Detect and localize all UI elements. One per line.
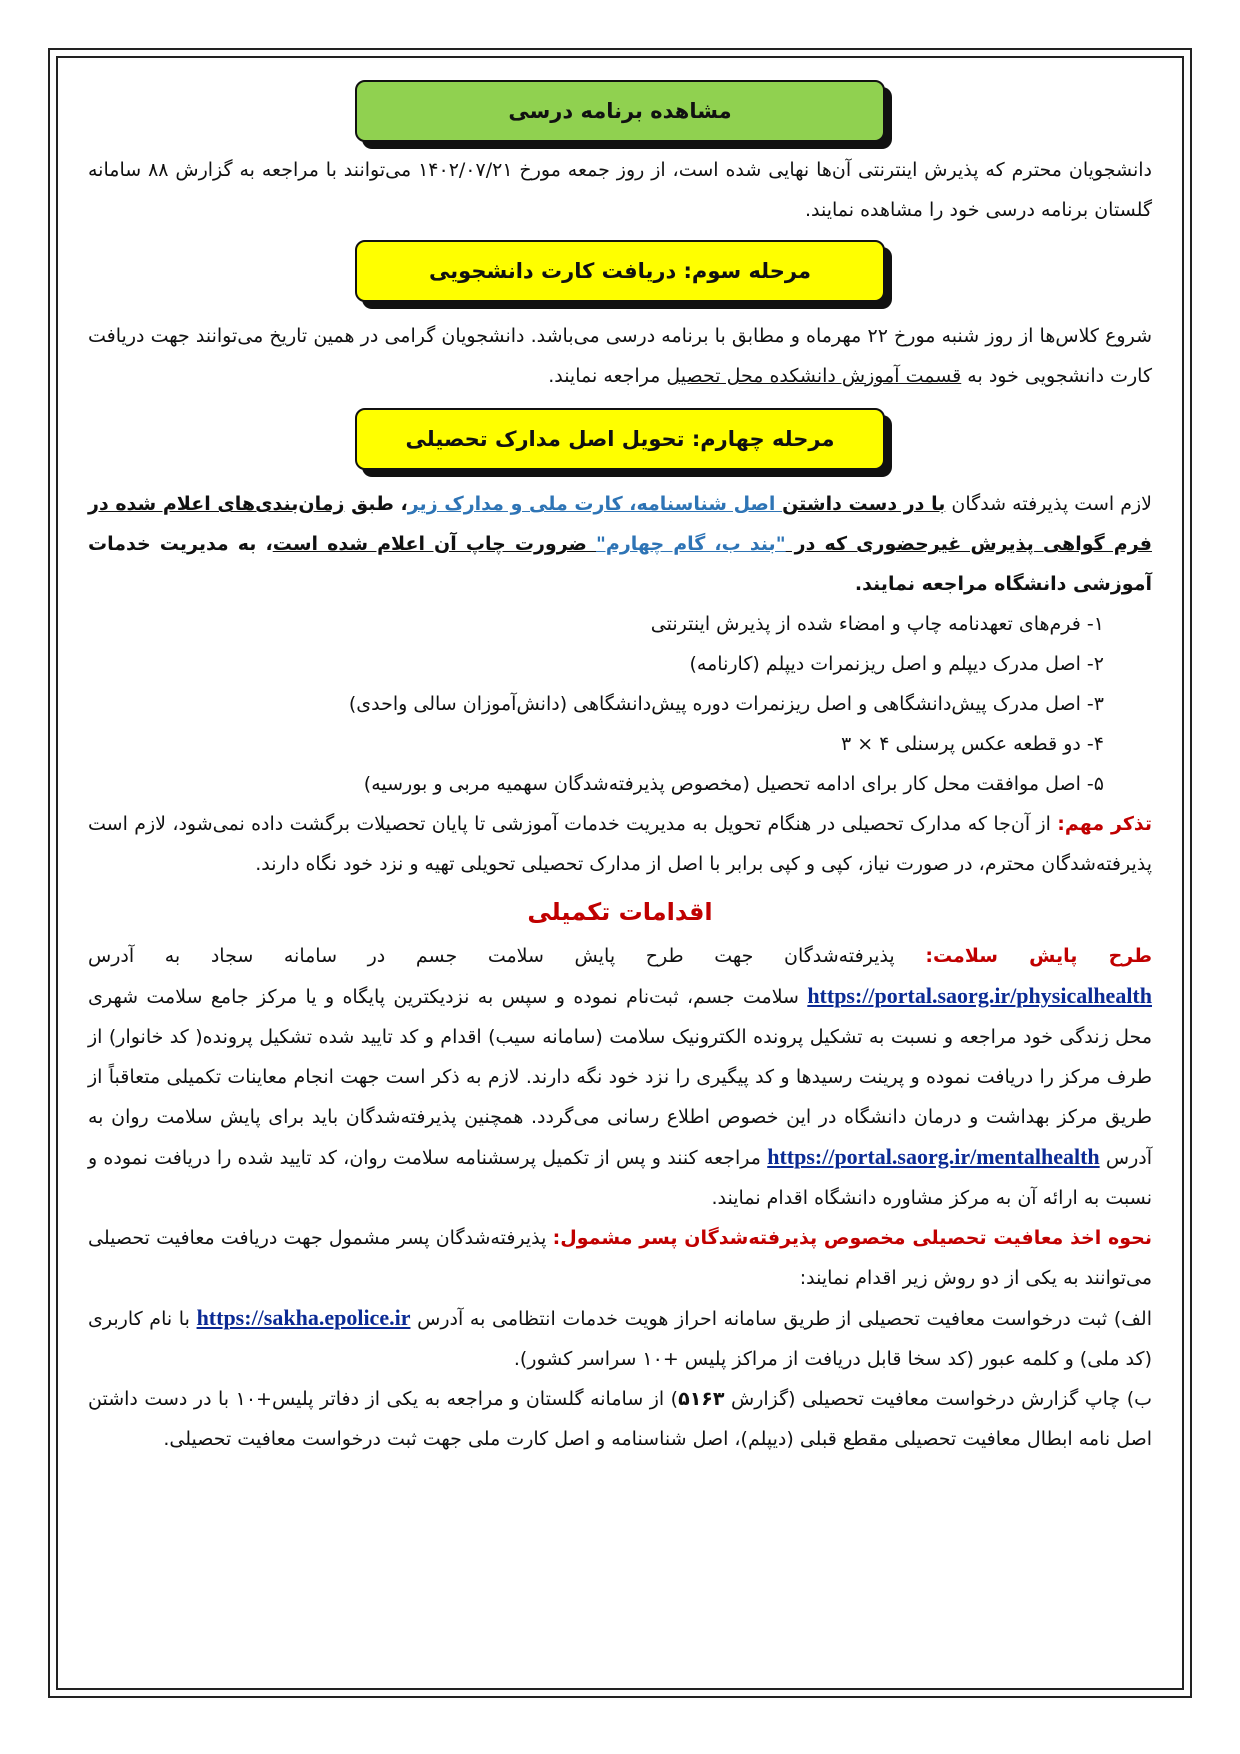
section-header-submit-documents: مرحله چهارم: تحویل اصل مدارک تحصیلی <box>355 408 885 470</box>
military-exemption-label: نحوه اخذ معافیت تحصیلی مخصوص پذیرفته‌شدگان پسر مشمول: <box>552 1227 1152 1249</box>
important-note-label: تذکر مهم: <box>1057 813 1153 835</box>
list-item: ۲- اصل مدرک دیپلم و اصل ریزنمرات دیپلم (کارنامه) <box>689 653 1104 675</box>
paragraph-exemption-method-a: الف) ثبت درخواست معافیت تحصیلی از طریق سامانه احراز هویت خدمات انتظامی به آدرس https://sakha.epolice.ir با نام کاربری (کد ملی) و کلمه عبور (کد سخا قابل دریافت از مراکز پلیس +۱۰ سراسر کشور). <box>88 1305 1152 1370</box>
paragraph-exemption-method-b: ب) چاپ گزارش درخواست معافیت تحصیلی (گزارش ۵۱۶۳) از سامانه گلستان و مراجعه به یکی از دفاتر پلیس+۱۰ با در دست داشتن اصل نامه ابطال معافیت تحصیلی مقطع قبلی (دیپلم)، اصل شناسنامه و اصل کارت ملی جهت ثبت درخواست معافیت تحصیلی. <box>88 1388 1153 1450</box>
important-note: تذکر مهم: از آن‌جا که مدارک تحصیلی در هنگام تحویل به مدیریت خدمات آموزشی تا پایان تحصیلات برگشت داده نمی‌شود، لازم است پذیرفته‌شدگان محترم، در صورت نیاز، کپی و کپی برابر با اصل از مدارک تحصیلی تحویلی تهیه و نزد خود نگاه دارند. <box>88 813 1153 875</box>
paragraph-health-monitoring: طرح پایش سلامت: پذیرفته‌شدگان جهت طرح پایش سلامت جسم در سامانه سجاد به آدرس https://portal.saorg.ir/physicalhealth سلامت جسم، ثبت‌نام نموده و سپس به نزدیکترین پایگاه و یا مرکز جامع سلامت شهری محل زندگی خود مراجعه و نسبت به تشکیل پرونده الکترونیک سلامت (سامانه سیب) اقدام و کد تایید شده تشکیل پرونده( کد خانوار) از طرف مرکز را دریافت نموده و پرینت رسیدها و کد پیگیری را نزد خود نگه دارند. لازم به ذکر است جهت انجام معاینات تکمیلی متعاقباً از طریق مرکز بهداشت و درمان دانشگاه در این خصوص اطلاع رسانی می‌گردد. همچنین پذیرفته‌شدگان باید برای پایش سلامت روان به آدرس https://portal.saorg.ir/mentalhealth مراجعه کنند و پس از تکمیل پرسشنامه سلامت روان، کد تایید شده را دریافت نموده و نسبت به ارائه آن به مرکز مشاوره دانشگاه اقدام نمایند. <box>88 945 1152 1209</box>
report-number: ۵۱۶۳ <box>678 1388 725 1410</box>
section-header-view-schedule: مشاهده برنامه درسی <box>355 80 885 142</box>
list-item: ۱- فرم‌های تعهدنامه چاپ و امضاء شده از پذیرش اینترنتی <box>650 613 1104 635</box>
required-documents-list <box>88 604 1152 804</box>
paragraph-military-exemption: نحوه اخذ معافیت تحصیلی مخصوص پذیرفته‌شدگان پسر مشمول: پذیرفته‌شدگان پسر مشمول جهت دریافت معافیت تحصیلی می‌توانند به یکی از دو روش زیر اقدام نمایند: <box>88 1227 1152 1289</box>
list-item: ۴- دو قطعه عکس پرسنلی ۴ × ۳ <box>841 733 1104 755</box>
health-monitoring-label: طرح پایش سلامت: <box>925 945 1152 967</box>
sakha-epolice-link[interactable]: https://sakha.epolice.ir <box>196 1305 411 1330</box>
mental-health-link[interactable]: https://portal.saorg.ir/mentalhealth <box>767 1144 1100 1169</box>
physical-health-link[interactable]: https://portal.saorg.ir/physicalhealth <box>807 983 1152 1008</box>
paragraph-view-schedule: دانشجویان محترم که پذیرش اینترنتی آن‌ها نهایی شده است، از روز جمعه مورخ ۱۴۰۲/۰۷/۲۱ می‌توانند با مراجعه به گزارش ۸۸ سامانه گلستان برنامه درسی خود را مشاهده نمایند. <box>88 159 1152 221</box>
list-item: ۵- اصل موافقت محل کار برای ادامه تحصیل (مخصوص پذیرفته‌شدگان سهمیه مربی و بورسیه) <box>363 773 1104 795</box>
section-header-student-card: مرحله سوم: دریافت کارت دانشجویی <box>355 240 885 302</box>
paragraph-student-card: شروع کلاس‌ها از روز شنبه مورخ ۲۲ مهرماه و مطابق با برنامه درسی می‌باشد. دانشجویان گرامی در همین تاریخ می‌توانند جهت دریافت کارت دانشجویی خود به قسمت آموزش دانشکده محل تحصیل مراجعه نمایند. <box>88 325 1152 387</box>
list-item: ۳- اصل مدرک پیش‌دانشگاهی و اصل ریزنمرات دوره پیش‌دانشگاهی (دانش‌آموزان سالی واحدی) <box>348 693 1104 715</box>
document-body <box>88 78 1152 1459</box>
faculty-education-dept: قسمت آموزش دانشکده محل تحصیل <box>666 365 962 387</box>
paragraph-submit-documents: لازم است پذیرفته شدگان با در دست داشتن اصل شناسنامه، کارت ملی و مدارک زیر، طبق زمان‌بندی‌های اعلام شده در فرم گواهی پذیرش غیرحضوری که در "بند ب، گام چهارم" ضرورت چاپ آن اعلام شده است، به مدیریت خدمات آموزشی دانشگاه مراجعه نمایند. <box>88 493 1152 595</box>
complementary-actions-title: اقدامات تکمیلی <box>527 898 713 926</box>
